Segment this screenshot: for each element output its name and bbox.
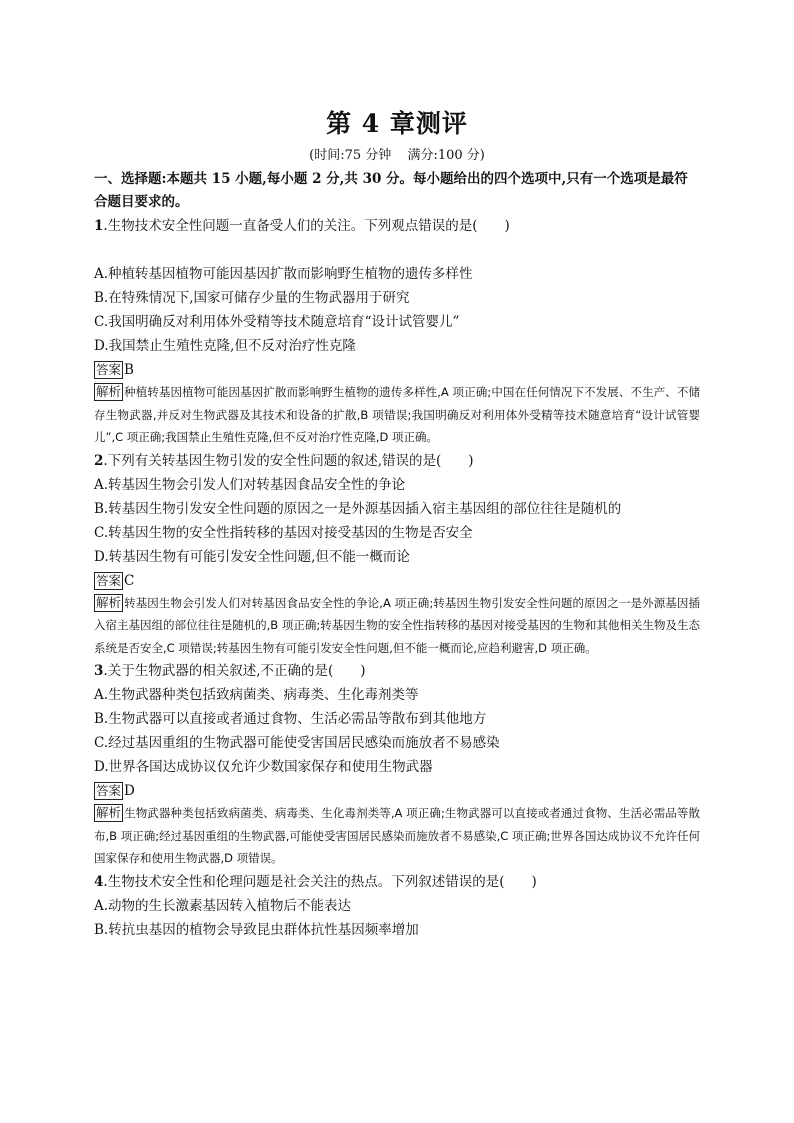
answer-tag: 答案 [96, 572, 122, 588]
explanation-text: 转基因生物会引发人们对转基因食品安全性的争论,A 项正确;转基因生物引发安全性问题的原因之一是外源基因插入宿主基因组的部位往往是随机的,B 项正确;转基因生物的安全性指转移的基因对接受基因的生物和其他相关生物及生态系统是否安全,C 项错误;转基因生物有可能引发安全性问题,但不能一概而论,应趋利避害,D 项正确。 [94, 595, 700, 655]
explanation-tag: 解析 [96, 805, 122, 820]
question-number: 2 [94, 452, 104, 469]
page-title: 第 4 章测评 [326, 109, 468, 138]
explanation-tag: 解析 [96, 594, 122, 610]
answer-value: B [124, 362, 134, 378]
question-stem: .下列有关转基因生物引发的安全性问题的叙述,错误的是( ) [103, 452, 474, 469]
answer-tag: 答案 [96, 362, 122, 377]
option: C.经过基因重组的生物武器可能使受害国居民感染而施放者不易感染 [94, 735, 500, 751]
document-page [94, 98, 700, 942]
option: B.转抗虫基因的植物会导致昆虫群体抗性基因频率增加 [94, 921, 419, 938]
answer-tag: 答案 [96, 783, 122, 798]
question-number: 1 [94, 218, 104, 234]
question-stem: .关于生物武器的相关叙述,不正确的是( ) [103, 663, 366, 679]
exam-time: (时间:75 分钟 [309, 148, 392, 163]
question-stem: .生物技术安全性和伦理问题是社会关注的热点。下列叙述错误的是( ) [103, 873, 537, 890]
question-number: 3 [94, 663, 104, 679]
question [94, 870, 700, 894]
question [94, 659, 700, 683]
option: D.世界各国达成协议仅允许少数国家保存和使用生物武器 [94, 759, 433, 775]
option: A.生物武器种类包括致病菌类、病毒类、生化毒剂类等 [94, 687, 419, 703]
section-heading: 一、选择题:本题共 15 小题,每小题 2 分,共 30 分。每小题给出的四个选项中,只有一个选项是最符合题目要求的。 [94, 171, 688, 210]
option: C.转基因生物的安全性指转移的基因对接受基因的生物是否安全 [94, 524, 473, 541]
answer-line [94, 359, 700, 381]
answer-line [94, 570, 700, 592]
option: A.动物的生长激素基因转入植物后不能表达 [94, 897, 352, 914]
option: B.生物武器可以直接或者通过食物、生活必需品等散布到其他地方 [94, 711, 487, 727]
option: A.种植转基因植物可能因基因扩散而影响野生植物的遗传多样性 [94, 266, 473, 282]
explanation [94, 592, 700, 660]
question-stem: .生物技术安全性问题一直备受人们的关注。下列观点错误的是( ) [103, 218, 510, 234]
option: A.转基因生物会引发人们对转基因食品安全性的争论 [94, 476, 406, 493]
question-number: 4 [94, 873, 104, 890]
answer-value: C [124, 572, 135, 589]
exam-info [94, 146, 700, 166]
answer-space [94, 238, 700, 262]
option: C.我国明确反对利用体外受精等技术随意培育“设计试管婴儿” [94, 314, 460, 330]
explanation-text: 生物武器种类包括致病菌类、病毒类、生化毒剂类等,A 项正确;生物武器可以直接或者通过食物、生活必需品等散布,B 项正确;经过基因重组的生物武器,可能使受害国居民感染而施放者不易感染,C 项正确;世界各国达成协议不允许任何国家保存和使用生物武器,D 项错误。 [94, 806, 700, 865]
explanation-text: 种植转基因植物可能因基因扩散而影响野生植物的遗传多样性,A 项正确;中国在任何情况下不发展、不生产、不储存生物武器,并反对生物武器及其技术和设备的扩散,B 项错误;我国明确反对利用体外受精等技术随意培育“设计试管婴儿”,C 项正确;我国禁止生殖性克隆,但不反对治疗性克隆,D 项正确。 [94, 385, 700, 444]
explanation [94, 802, 700, 870]
option: D.转基因生物有可能引发安全性问题,但不能一概而论 [94, 548, 410, 565]
option: B.转基因生物引发安全性问题的原因之一是外源基因插入宿主基因组的部位往往是随机的 [94, 500, 622, 517]
option: D.我国禁止生殖性克隆,但不反对治疗性克隆 [94, 338, 356, 354]
explanation-tag: 解析 [96, 384, 122, 399]
explanation [94, 381, 700, 449]
answer-value: D [124, 783, 135, 799]
question [94, 449, 700, 473]
answer-line [94, 780, 700, 802]
question [94, 214, 700, 238]
exam-score: 满分:100 分) [407, 148, 485, 163]
option: B.在特殊情况下,国家可储存少量的生物武器用于研究 [94, 290, 410, 306]
